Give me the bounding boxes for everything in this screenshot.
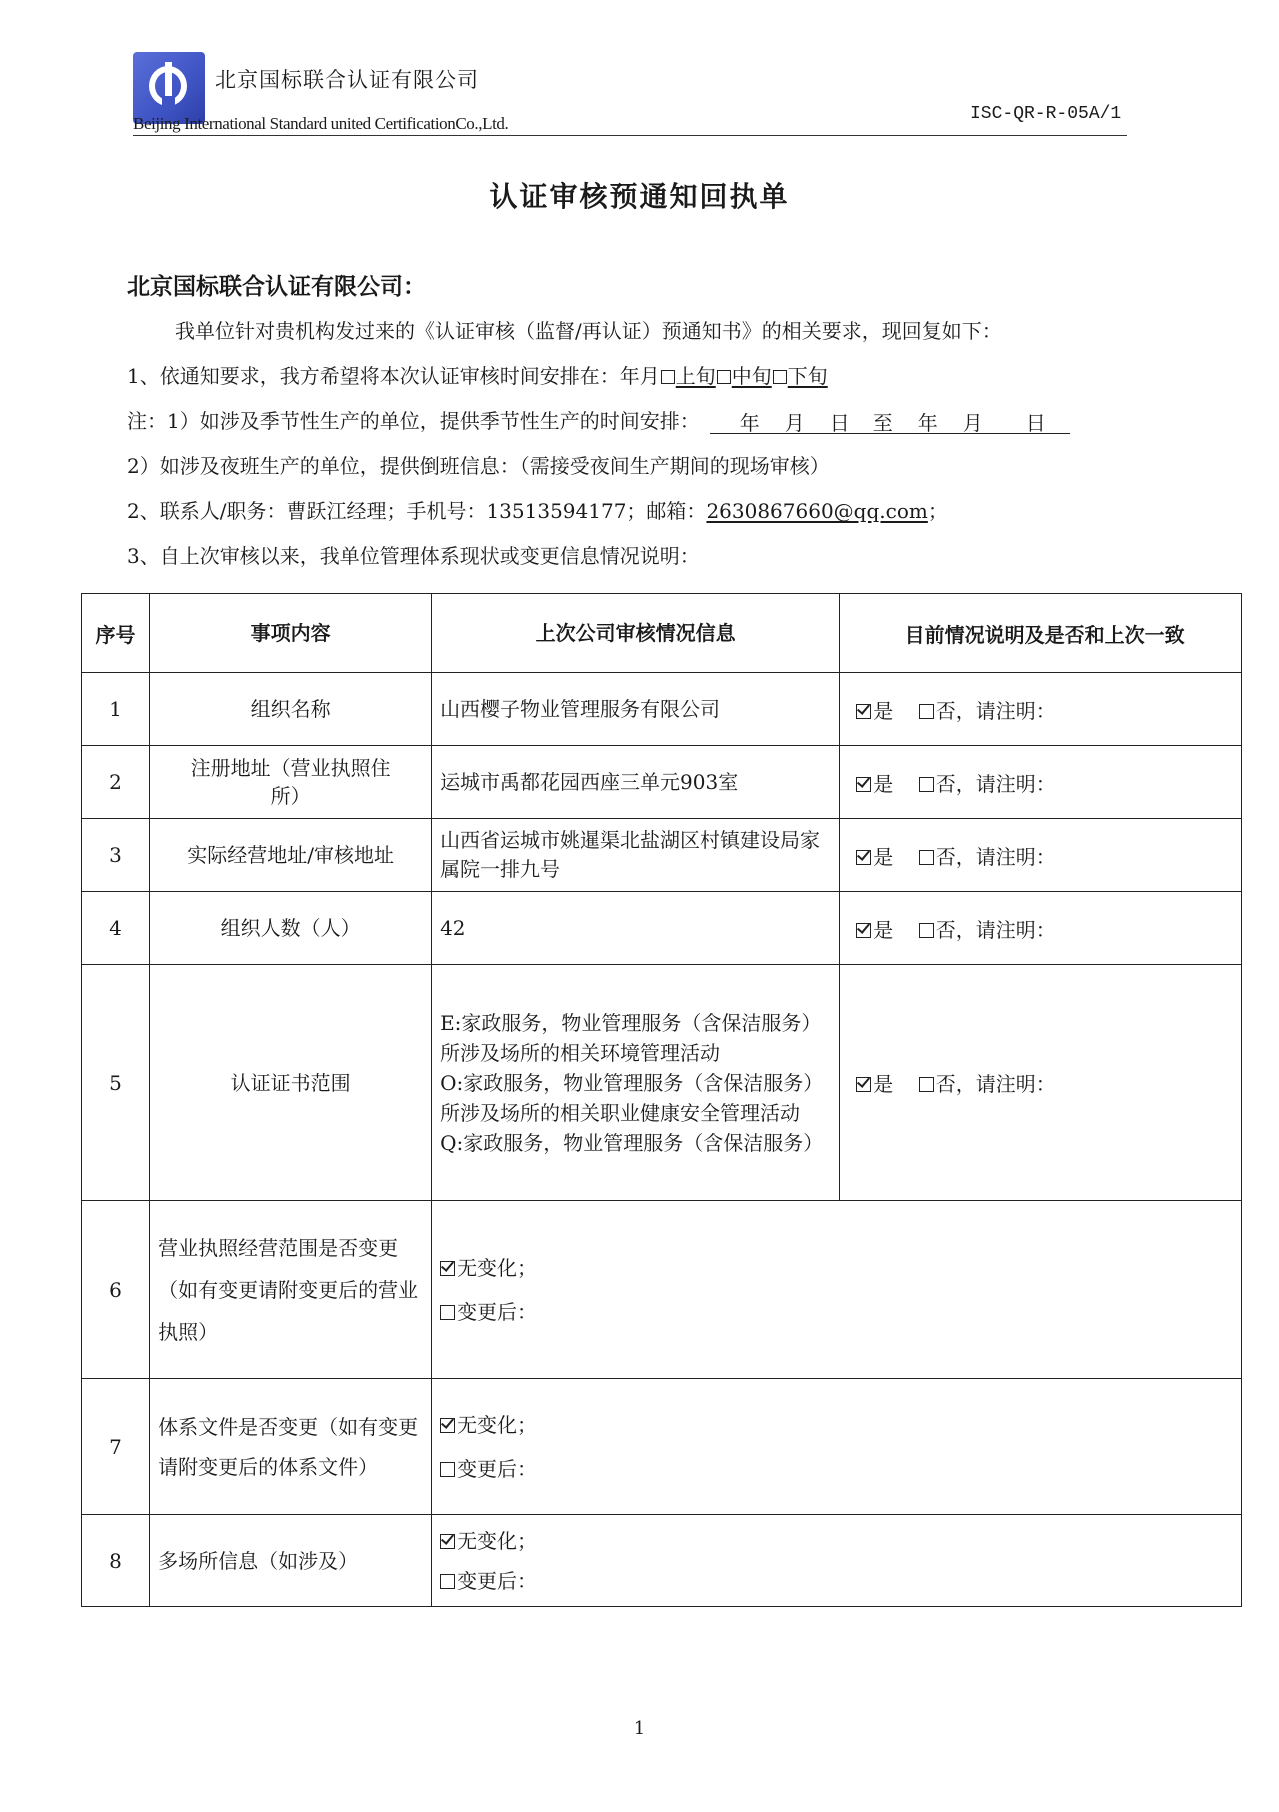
no-label: 否，请注明：	[935, 698, 1056, 723]
row-number: 5	[82, 965, 150, 1201]
row-info: 运城市禹都花园西座三单元903室	[432, 746, 840, 819]
checkbox-early-month[interactable]	[661, 370, 675, 384]
yes-label: 是	[873, 1072, 894, 1096]
option-early-month-label: 上旬	[675, 364, 716, 388]
status-description-heading: 3、自上次审核以来，我单位管理体系现状或变更信息情况说明：	[127, 544, 700, 568]
yes-checkbox[interactable]	[856, 1077, 871, 1092]
row-item: 实际经营地址/审核地址	[150, 819, 432, 892]
row-change-status	[432, 1379, 1242, 1515]
no-checkbox[interactable]	[919, 1077, 934, 1092]
month-label-2: 月	[962, 411, 983, 435]
table-row	[82, 746, 1242, 819]
table-row	[82, 1201, 1242, 1379]
schedule-request	[127, 360, 828, 389]
no-label: 否，请注明：	[935, 844, 1056, 869]
row-status	[840, 673, 1242, 746]
night-shift-note: 2）如涉及夜班生产的单位，提供倒班信息：（需接受夜间生产期间的现场审核）	[127, 454, 830, 478]
no-label: 否，请注明：	[935, 1072, 1056, 1096]
no-change-checkbox[interactable]	[440, 1261, 455, 1276]
to-label: 至	[872, 411, 893, 435]
header-no: 序号	[82, 594, 150, 673]
row-item: 体系文件是否变更（如有变更请附变更后的体系文件）	[150, 1379, 432, 1515]
seasonal-note	[127, 405, 1070, 434]
row-number: 8	[82, 1515, 150, 1607]
row-info: 山西樱子物业管理服务有限公司	[432, 673, 840, 746]
no-label: 否，请注明：	[935, 917, 1056, 942]
no-change-label: 无变化；	[457, 1255, 538, 1280]
table-row	[82, 819, 1242, 892]
no-checkbox[interactable]	[919, 923, 934, 938]
document-code: ISC-QR-R-05A/1	[970, 104, 1122, 124]
option-late-month-label: 下旬	[787, 364, 828, 388]
no-label: 否，请注明：	[935, 771, 1056, 796]
table-row	[82, 673, 1242, 746]
row-number: 1	[82, 673, 150, 746]
contact-email: 2630867660@qq.com	[706, 499, 928, 523]
yes-label: 是	[873, 698, 894, 723]
table-row	[82, 892, 1242, 965]
addressee: 北京国标联合认证有限公司：	[127, 273, 426, 300]
row-number: 2	[82, 746, 150, 819]
header-item: 事项内容	[150, 594, 432, 673]
no-change-label: 无变化；	[457, 1412, 538, 1437]
row-change-status	[432, 1515, 1242, 1607]
seasonal-schedule-field[interactable]	[710, 411, 1070, 434]
changed-checkbox[interactable]	[440, 1574, 455, 1589]
row-status	[840, 746, 1242, 819]
row-item: 组织名称	[150, 673, 432, 746]
header-current-status: 目前情况说明及是否和上次一致	[840, 594, 1242, 673]
checkbox-mid-month[interactable]	[717, 370, 731, 384]
yes-label: 是	[873, 917, 894, 942]
yes-checkbox[interactable]	[856, 923, 871, 938]
yes-checkbox[interactable]	[856, 704, 871, 719]
option-mid-month-label: 中旬	[731, 364, 772, 388]
row-number: 6	[82, 1201, 150, 1379]
table-header-row	[82, 594, 1242, 673]
changed-label: 变更后：	[457, 1299, 538, 1324]
table-row	[82, 1515, 1242, 1607]
yes-checkbox[interactable]	[856, 777, 871, 792]
company-name-en: Beijing International Standard united CertificationCo.,Ltd.	[133, 114, 509, 133]
year-label-2: 年	[917, 411, 938, 435]
year-label: 年	[739, 411, 760, 435]
row-number: 4	[82, 892, 150, 965]
table-row	[82, 965, 1242, 1201]
header-last-audit-info: 上次公司审核情况信息	[432, 594, 840, 673]
yes-label: 是	[873, 844, 894, 869]
row-info: E:家政服务，物业管理服务（含保洁服务）所涉及场所的相关环境管理活动 O:家政服务，物业管理服务（含保洁服务）所涉及场所的相关职业健康安全管理活动 Q:家政服务，物业管理服务（含保洁服务）	[432, 965, 840, 1201]
changed-label: 变更后：	[457, 1568, 538, 1593]
header-divider	[133, 135, 1127, 136]
row-number: 7	[82, 1379, 150, 1515]
day-label: 日	[829, 411, 850, 435]
row-item: 营业执照经营范围是否变更（如有变更请附变更后的营业执照）	[150, 1201, 432, 1379]
table-row	[82, 1379, 1242, 1515]
schedule-request-text: 1、依通知要求，我方希望将本次认证审核时间安排在：年月	[127, 364, 660, 388]
no-checkbox[interactable]	[919, 704, 934, 719]
day-label-2: 日	[1025, 411, 1046, 435]
document-title: 认证审核预通知回执单	[489, 180, 790, 213]
contact-suffix: ；	[927, 499, 948, 523]
row-item: 认证证书范围	[150, 965, 432, 1201]
contact-text: 2、联系人/职务：曹跃江经理；手机号：13513594177；邮箱：	[127, 499, 707, 523]
no-checkbox[interactable]	[919, 777, 934, 792]
changed-checkbox[interactable]	[440, 1305, 455, 1320]
page-number: 1	[633, 1718, 646, 1739]
row-status	[840, 819, 1242, 892]
no-change-label: 无变化；	[457, 1528, 538, 1553]
no-checkbox[interactable]	[919, 850, 934, 865]
status-table	[81, 593, 1242, 1607]
seasonal-note-text: 注：1）如涉及季节性生产的单位，提供季节性生产的时间安排：	[127, 409, 700, 433]
contact-line	[127, 495, 948, 524]
no-change-checkbox[interactable]	[440, 1534, 455, 1549]
changed-checkbox[interactable]	[440, 1462, 455, 1477]
row-number: 3	[82, 819, 150, 892]
row-info: 42	[432, 892, 840, 965]
month-label: 月	[784, 411, 805, 435]
changed-label: 变更后：	[457, 1456, 538, 1481]
yes-checkbox[interactable]	[856, 850, 871, 865]
row-status	[840, 965, 1242, 1201]
no-change-checkbox[interactable]	[440, 1418, 455, 1433]
intro-paragraph: 我单位针对贵机构发过来的《认证审核（监督/再认证）预通知书》的相关要求，现回复如下：	[175, 319, 1002, 343]
row-status	[840, 892, 1242, 965]
row-item: 多场所信息（如涉及）	[150, 1515, 432, 1607]
row-item: 组织人数（人）	[150, 892, 432, 965]
row-info: 山西省运城市姚暹渠北盐湖区村镇建设局家属院一排九号	[432, 819, 840, 892]
company-name-cn: 北京国标联合认证有限公司	[215, 68, 479, 92]
checkbox-late-month[interactable]	[773, 370, 787, 384]
row-item: 注册地址（营业执照住所）	[150, 746, 432, 819]
row-change-status	[432, 1201, 1242, 1379]
yes-label: 是	[873, 771, 894, 796]
